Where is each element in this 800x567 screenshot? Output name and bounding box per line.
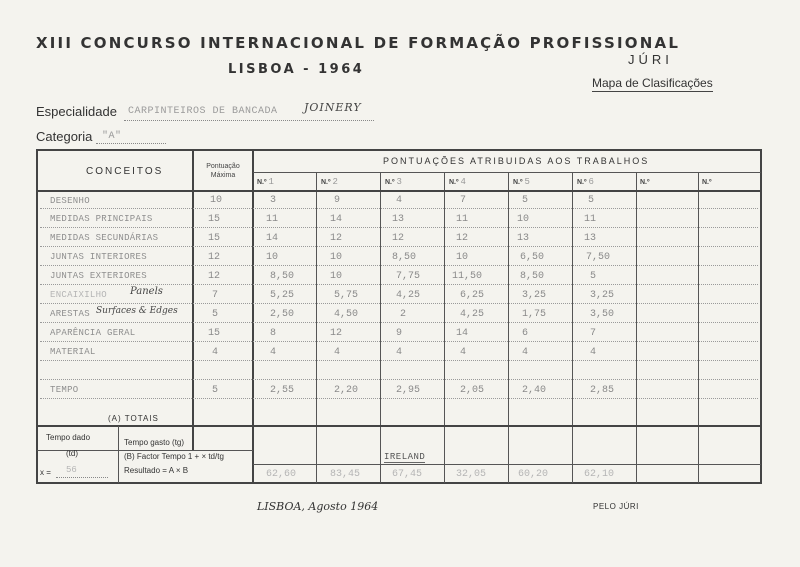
score-cell: 10 <box>330 271 343 282</box>
score-cell: 14 <box>266 233 279 244</box>
grid-line <box>253 464 761 465</box>
concept-label: ARESTAS <box>50 309 90 319</box>
score-cell: 11 <box>584 214 597 225</box>
score-cell: 8,50 <box>270 271 295 282</box>
score-cell: 4 <box>270 347 277 358</box>
row-separator <box>40 360 758 361</box>
score-cell: 9 <box>334 195 341 206</box>
score-cell: 12 <box>330 328 343 339</box>
score-cell: 11,50 <box>452 271 483 282</box>
jury-title: JÚRI <box>628 52 673 67</box>
work-number-cell: N.º 1 <box>257 177 274 187</box>
max-score: 15 <box>208 214 221 225</box>
score-cell: 8,50 <box>520 271 545 282</box>
concept-handwritten-note: Surfaces & Edges <box>96 306 178 316</box>
grid-line <box>380 172 381 483</box>
grid-line <box>118 426 119 483</box>
grid-line <box>37 190 761 192</box>
score-cell: 14 <box>330 214 343 225</box>
row-separator <box>40 379 758 380</box>
score-cell: 2 <box>400 309 407 320</box>
score-cell: 4,50 <box>334 309 359 320</box>
score-cell: 10 <box>456 252 469 263</box>
time-given-underline <box>56 477 108 478</box>
score-cell: 13 <box>517 233 530 244</box>
grid-line <box>636 172 637 483</box>
result-cell: 60,20 <box>518 469 549 480</box>
result-cell: 62,10 <box>584 469 615 480</box>
score-cell: 2,95 <box>396 385 421 396</box>
max-score: 12 <box>208 252 221 263</box>
row-separator <box>40 398 758 399</box>
row-separator <box>40 284 758 285</box>
max-score: 10 <box>210 195 223 206</box>
time-spent-label: Tempo gasto (tg) <box>124 438 185 447</box>
concept-label: TEMPO <box>50 385 79 395</box>
grid-line <box>192 150 194 450</box>
score-cell: 11 <box>456 214 469 225</box>
max-score: 5 <box>212 309 219 320</box>
contest-subtitle: LISBOA - 1964 <box>228 62 365 77</box>
time-given-value: 56 <box>66 465 77 475</box>
score-cell: 2,40 <box>522 385 547 396</box>
concepts-header: CONCEITOS <box>86 166 164 177</box>
score-cell: 4 <box>460 347 467 358</box>
jury-subtitle: Mapa de Clasificações <box>592 76 713 90</box>
grid-line <box>253 172 761 173</box>
category-underline <box>96 143 166 144</box>
grid-line <box>316 172 317 483</box>
concept-label: MEDIDAS SECUNDÁRIAS <box>50 233 159 243</box>
grid-line <box>444 172 445 483</box>
score-cell: 7,50 <box>586 252 611 263</box>
result-cell: 32,05 <box>456 469 487 480</box>
result-cell: 62,60 <box>266 469 297 480</box>
time-given-code: (td) <box>66 449 78 458</box>
grid-line <box>508 172 509 483</box>
score-cell: 5 <box>590 271 597 282</box>
score-cell: 13 <box>392 214 405 225</box>
max-score: 15 <box>208 328 221 339</box>
score-cell: 10 <box>266 252 279 263</box>
contest-title: XIII CONCURSO INTERNACIONAL DE FORMAÇÃO PROFISSIONAL <box>36 34 681 52</box>
score-cell: 4 <box>334 347 341 358</box>
score-cell: 9 <box>396 328 403 339</box>
result-cell: 67,45 <box>392 469 423 480</box>
max-score: 5 <box>212 385 219 396</box>
grid-line <box>252 150 254 483</box>
score-cell: 2,50 <box>270 309 295 320</box>
concept-label: MEDIDAS PRINCIPAIS <box>50 214 153 224</box>
score-cell: 12 <box>392 233 405 244</box>
work-number-cell: N.º 6 <box>577 177 594 187</box>
specialty-value: CARPINTEIROS DE BANCADA <box>128 106 278 117</box>
row-separator <box>40 303 758 304</box>
work-number-cell: N.º 4 <box>449 177 466 187</box>
concept-label: APARÊNCIA GERAL <box>50 328 136 338</box>
score-cell: 10 <box>517 214 530 225</box>
row-separator <box>40 246 758 247</box>
winner-note: IRELAND <box>384 452 426 462</box>
score-cell: 3,25 <box>522 290 547 301</box>
score-cell: 8,50 <box>392 252 417 263</box>
score-cell: 4 <box>522 347 529 358</box>
work-number-cell: N.º <box>702 179 712 186</box>
row-separator <box>40 208 758 209</box>
max-score: 15 <box>208 233 221 244</box>
specialty-label: Especialidade <box>36 104 117 119</box>
row-separator <box>40 341 758 342</box>
grid-line <box>572 172 573 483</box>
score-cell: 14 <box>456 328 469 339</box>
time-given-x: x = <box>40 468 51 477</box>
score-cell: 12 <box>330 233 343 244</box>
scores-header: PONTUAÇÕES ATRIBUIDAS AOS TRABALHOS <box>383 156 650 166</box>
time-factor-label: (B) Factor Tempo 1 + × td/tg <box>124 452 224 461</box>
score-cell: 6 <box>522 328 529 339</box>
score-cell: 5 <box>522 195 529 206</box>
jury-signature-label: PELO JÚRI <box>593 502 639 511</box>
concept-label: ENCAIXILHO <box>50 290 108 300</box>
concept-label: DESENHO <box>50 196 90 206</box>
score-cell: 10 <box>330 252 343 263</box>
score-cell: 4,25 <box>460 309 485 320</box>
score-cell: 4,25 <box>396 290 421 301</box>
category-label: Categoria <box>36 129 93 144</box>
score-cell: 2,85 <box>590 385 615 396</box>
score-cell: 7 <box>590 328 597 339</box>
score-cell: 5,75 <box>334 290 359 301</box>
score-cell: 8 <box>270 328 277 339</box>
result-label: Resultado = A × B <box>124 466 189 475</box>
row-separator <box>40 322 758 323</box>
score-cell: 1,75 <box>522 309 547 320</box>
concept-label: JUNTAS EXTERIORES <box>50 271 147 281</box>
work-number-cell: N.º 5 <box>513 177 530 187</box>
score-cell: 13 <box>584 233 597 244</box>
result-cell: 83,45 <box>330 469 361 480</box>
score-cell: 7 <box>460 195 467 206</box>
concept-label: JUNTAS INTERIORES <box>50 252 147 262</box>
score-cell: 4 <box>396 347 403 358</box>
score-cell: 2,55 <box>270 385 295 396</box>
grid-line <box>37 425 761 427</box>
work-number-cell: N.º <box>640 179 650 186</box>
score-cell: 6,50 <box>520 252 545 263</box>
max-score: 4 <box>212 347 219 358</box>
specialty-handwritten: JOINERY <box>304 101 362 114</box>
work-number-cell: N.º 2 <box>321 177 338 187</box>
row-separator <box>40 227 758 228</box>
score-cell: 3,25 <box>590 290 615 301</box>
max-score-header: Pontuação Máxima <box>206 163 240 179</box>
max-score: 12 <box>208 271 221 282</box>
max-score: 7 <box>212 290 219 301</box>
work-number-cell: N.º 3 <box>385 177 402 187</box>
place-date: LISBOA, Agosto 1964 <box>257 500 379 513</box>
category-value: "A" <box>102 131 122 142</box>
score-cell: 12 <box>456 233 469 244</box>
score-cell: 2,05 <box>460 385 485 396</box>
score-cell: 7,75 <box>396 271 421 282</box>
concept-handwritten-note: Panels <box>130 286 163 297</box>
concept-label: MATERIAL <box>50 347 96 357</box>
score-cell: 4 <box>590 347 597 358</box>
score-cell: 5,25 <box>270 290 295 301</box>
totals-label: (A) TOTAIS <box>108 414 159 423</box>
row-separator <box>40 265 758 266</box>
score-cell: 11 <box>266 214 279 225</box>
score-cell: 5 <box>588 195 595 206</box>
score-cell: 2,20 <box>334 385 359 396</box>
specialty-underline <box>124 120 374 121</box>
time-given-label: Tempo dado <box>46 433 91 442</box>
score-cell: 4 <box>396 195 403 206</box>
score-cell: 3,50 <box>590 309 615 320</box>
grid-line <box>698 172 699 483</box>
score-cell: 3 <box>270 195 277 206</box>
score-cell: 6,25 <box>460 290 485 301</box>
